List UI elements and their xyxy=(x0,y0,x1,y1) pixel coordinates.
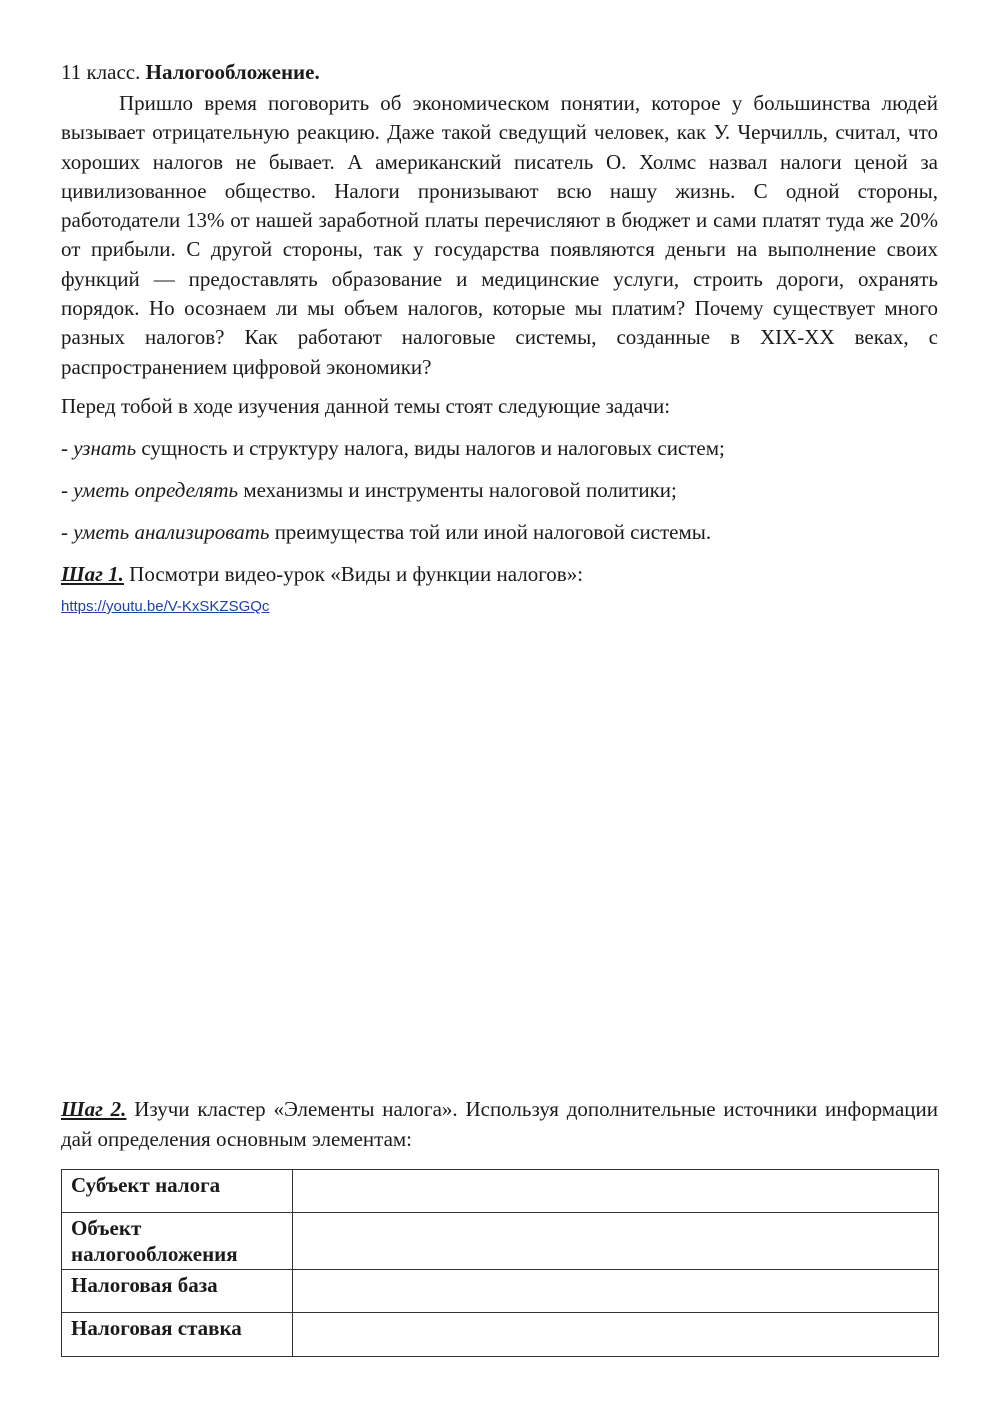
video-link[interactable]: https://youtu.be/V-KxSKZSGQc xyxy=(61,597,270,615)
table-row xyxy=(62,1270,939,1313)
step2-text: Изучи кластер «Элементы налога». Используя дополнительные источники информации дай определения основным элементам: xyxy=(61,1097,938,1151)
step1-text: Посмотри видео-урок «Виды и функции налогов»: xyxy=(123,561,584,586)
tax-elements-table xyxy=(61,1169,939,1357)
row-label: Субъект налога xyxy=(62,1170,293,1213)
task-text: преимущества той или иной налоговой системы. xyxy=(269,519,712,544)
row-label: Налоговая ставка xyxy=(62,1313,293,1357)
task-verb: уметь анализировать xyxy=(73,519,270,544)
row-label: Налоговая база xyxy=(62,1270,293,1313)
task-dash: - xyxy=(61,519,74,544)
tasks-intro: Перед тобой в ходе изучения данной темы стоят следующие задачи: xyxy=(61,393,671,418)
task-item-3 xyxy=(61,518,938,547)
task-text: сущность и структуру налога, виды налогов и налоговых систем; xyxy=(136,435,725,460)
task-dash: - xyxy=(61,435,74,460)
definition-cell[interactable] xyxy=(293,1313,939,1357)
task-item-2 xyxy=(61,476,938,505)
step2-label: Шаг 2. xyxy=(61,1097,127,1121)
step1-line xyxy=(61,560,938,589)
intro-paragraph: Пришло время поговорить об экономическом понятии, которое у большинства людей вызывает отрицательную реакцию. Даже такой сведущий человек, как У. Черчилль, считал, что хороших налогов не бывает. А американский писатель О. Холмс назвал налоги ценой за цивилизованное общество. Налоги пронизывают всю нашу жизнь. С одной стороны, работодатели 13% от нашей заработной платы перечисляют в бюджет и сами платят туда же 20% от прибыли. С другой стороны, так у государства появляются деньги на выполнение своих функций — предоставлять образование и медицинские услуги, строить дороги, охранять порядок. Но осознаем ли мы объем налогов, которые мы платим? Почему существует много разных налогов? Как работают налоговые системы, созданные в XIX-XX веках, с распространением цифровой экономики? xyxy=(61,91,938,379)
table-row xyxy=(62,1213,939,1270)
task-dash: - xyxy=(61,477,74,502)
table-row xyxy=(62,1170,939,1213)
table-row xyxy=(62,1313,939,1357)
row-label: Объект налогообложения xyxy=(62,1213,293,1270)
definition-cell[interactable] xyxy=(293,1270,939,1313)
document-title: Налогообложение. xyxy=(145,60,320,84)
task-text: механизмы и инструменты налоговой политики; xyxy=(238,477,677,502)
grade-label: 11 класс. xyxy=(61,60,141,84)
task-verb: уметь определять xyxy=(73,477,239,502)
document-header xyxy=(61,58,938,87)
task-verb: узнать xyxy=(73,435,137,460)
step1-label: Шаг 1. xyxy=(61,561,124,586)
step2-paragraph xyxy=(61,1094,938,1154)
definition-cell[interactable] xyxy=(293,1170,939,1213)
document-page xyxy=(61,58,938,616)
task-item-1 xyxy=(61,434,938,463)
definition-cell[interactable] xyxy=(293,1213,939,1270)
